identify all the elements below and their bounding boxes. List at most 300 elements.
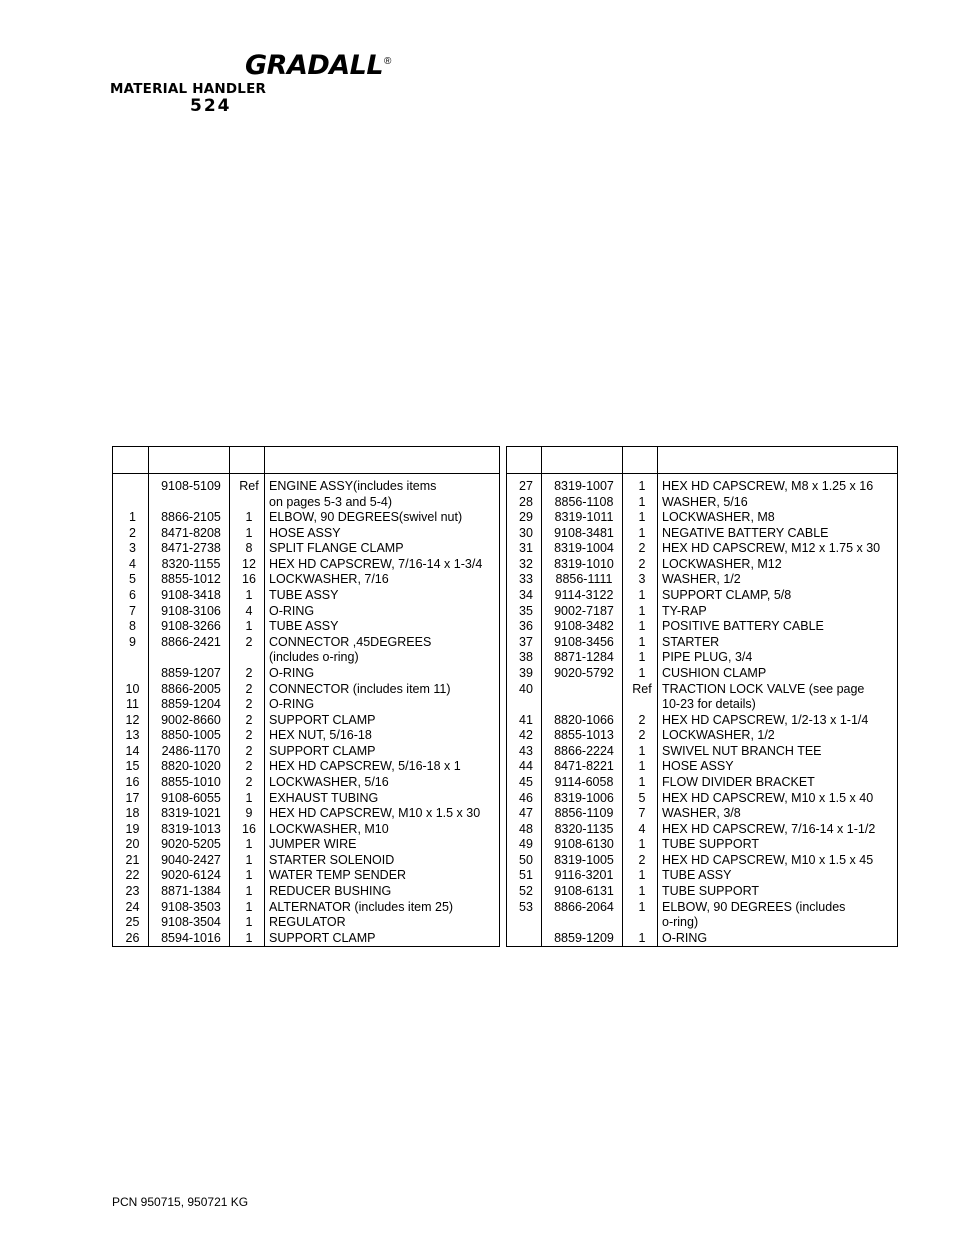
parts-table-left-body xyxy=(113,474,500,947)
part-number: 8866-2224 xyxy=(542,744,623,760)
description: STARTER xyxy=(658,635,898,651)
header-cell-item xyxy=(507,447,542,474)
table-row xyxy=(113,604,500,620)
quantity: 2 xyxy=(623,713,658,729)
table-row xyxy=(507,837,898,853)
description: O-RING xyxy=(658,931,898,947)
item-number: 36 xyxy=(507,619,542,635)
quantity: 1 xyxy=(230,791,265,807)
quantity: 1 xyxy=(230,619,265,635)
description: HEX HD CAPSCREW, M10 x 1.5 x 30 xyxy=(265,806,500,822)
item-number: 19 xyxy=(113,822,149,838)
table-row xyxy=(507,868,898,884)
item-number: 44 xyxy=(507,759,542,775)
table-row xyxy=(113,728,500,744)
quantity: 12 xyxy=(230,557,265,573)
part-number: 8319-1004 xyxy=(542,541,623,557)
table-row xyxy=(507,557,898,573)
description: HEX HD CAPSCREW, 7/16-14 x 1-3/4 xyxy=(265,557,500,573)
brand-name: GRADALL xyxy=(245,50,384,81)
table-row xyxy=(113,682,500,698)
item-number: 35 xyxy=(507,604,542,620)
table-row xyxy=(113,713,500,729)
table-row xyxy=(113,541,500,557)
table-row xyxy=(113,853,500,869)
description: O-RING xyxy=(265,666,500,682)
part-number: 8855-1013 xyxy=(542,728,623,744)
table-row xyxy=(113,495,500,511)
part-number: 9114-6058 xyxy=(542,775,623,791)
item-number: 41 xyxy=(507,713,542,729)
quantity: 2 xyxy=(230,697,265,713)
item-number: 30 xyxy=(507,526,542,542)
table-row xyxy=(113,526,500,542)
parts-table-right xyxy=(506,446,898,947)
quantity: 1 xyxy=(623,619,658,635)
item-number: 47 xyxy=(507,806,542,822)
table-row xyxy=(507,759,898,775)
quantity: 2 xyxy=(230,759,265,775)
item-number: 22 xyxy=(113,868,149,884)
part-number: 9108-3503 xyxy=(149,900,230,916)
description: LOCKWASHER, M8 xyxy=(658,510,898,526)
table-row xyxy=(507,822,898,838)
table-row xyxy=(113,775,500,791)
part-number: 8319-1006 xyxy=(542,791,623,807)
table-header-row xyxy=(113,447,500,474)
description: on pages 5-3 and 5-4) xyxy=(265,495,500,511)
quantity: 8 xyxy=(230,541,265,557)
item-number xyxy=(507,931,542,947)
table-row xyxy=(507,474,898,495)
table-row xyxy=(507,666,898,682)
part-number: 8319-1010 xyxy=(542,557,623,573)
part-number: 8866-2064 xyxy=(542,900,623,916)
part-number: 8471-8221 xyxy=(542,759,623,775)
table-row xyxy=(113,666,500,682)
quantity: 1 xyxy=(623,650,658,666)
description: WASHER, 5/16 xyxy=(658,495,898,511)
header-cell-part xyxy=(149,447,230,474)
quantity: 1 xyxy=(230,837,265,853)
header-cell-description xyxy=(658,447,898,474)
description: SPLIT FLANGE CLAMP xyxy=(265,541,500,557)
table-row xyxy=(507,728,898,744)
item-number: 39 xyxy=(507,666,542,682)
item-number: 8 xyxy=(113,619,149,635)
part-number: 8856-1108 xyxy=(542,495,623,511)
description: o-ring) xyxy=(658,915,898,931)
description: (includes o-ring) xyxy=(265,650,500,666)
table-row xyxy=(507,806,898,822)
table-row xyxy=(113,744,500,760)
description: ELBOW, 90 DEGREES(swivel nut) xyxy=(265,510,500,526)
part-number xyxy=(149,650,230,666)
item-number: 4 xyxy=(113,557,149,573)
header-cell-qty xyxy=(623,447,658,474)
part-number: 9108-3482 xyxy=(542,619,623,635)
quantity: 1 xyxy=(623,495,658,511)
table-row xyxy=(113,884,500,900)
description: HEX HD CAPSCREW, M12 x 1.75 x 30 xyxy=(658,541,898,557)
description: JUMPER WIRE xyxy=(265,837,500,853)
quantity: 1 xyxy=(230,526,265,542)
quantity: Ref xyxy=(230,474,265,495)
part-number: 8866-2105 xyxy=(149,510,230,526)
part-number: 8471-2738 xyxy=(149,541,230,557)
item-number: 6 xyxy=(113,588,149,604)
item-number: 43 xyxy=(507,744,542,760)
item-number: 37 xyxy=(507,635,542,651)
table-row xyxy=(113,572,500,588)
header-cell-description xyxy=(265,447,500,474)
description: LOCKWASHER, 1/2 xyxy=(658,728,898,744)
description: HEX HD CAPSCREW, 1/2-13 x 1-1/4 xyxy=(658,713,898,729)
part-number: 9108-3418 xyxy=(149,588,230,604)
quantity xyxy=(623,915,658,931)
description: TRACTION LOCK VALVE (see page xyxy=(658,682,898,698)
quantity: 1 xyxy=(623,931,658,947)
item-number xyxy=(113,650,149,666)
description: HEX HD CAPSCREW, M8 x 1.25 x 16 xyxy=(658,474,898,495)
description: TUBE SUPPORT xyxy=(658,884,898,900)
item-number: 49 xyxy=(507,837,542,853)
quantity: 2 xyxy=(230,666,265,682)
description: HEX HD CAPSCREW, 5/16-18 x 1 xyxy=(265,759,500,775)
table-row xyxy=(507,526,898,542)
table-header-row xyxy=(507,447,898,474)
part-number: 8856-1109 xyxy=(542,806,623,822)
table-row xyxy=(507,619,898,635)
description: HOSE ASSY xyxy=(658,759,898,775)
item-number: 52 xyxy=(507,884,542,900)
quantity: 2 xyxy=(623,557,658,573)
table-row xyxy=(113,759,500,775)
part-number: 8855-1012 xyxy=(149,572,230,588)
part-number: 8471-8208 xyxy=(149,526,230,542)
table-row xyxy=(507,884,898,900)
table-row xyxy=(507,495,898,511)
item-number xyxy=(113,495,149,511)
part-number: 8820-1020 xyxy=(149,759,230,775)
part-number: 9108-3504 xyxy=(149,915,230,931)
item-number: 21 xyxy=(113,853,149,869)
quantity: 1 xyxy=(623,666,658,682)
item-number: 3 xyxy=(113,541,149,557)
item-number: 45 xyxy=(507,775,542,791)
quantity: 1 xyxy=(230,884,265,900)
quantity: 1 xyxy=(623,837,658,853)
quantity xyxy=(230,650,265,666)
part-number: 9108-6131 xyxy=(542,884,623,900)
description: HEX HD CAPSCREW, M10 x 1.5 x 40 xyxy=(658,791,898,807)
item-number: 7 xyxy=(113,604,149,620)
item-number xyxy=(113,666,149,682)
item-number: 18 xyxy=(113,806,149,822)
part-number: 8866-2421 xyxy=(149,635,230,651)
quantity: 1 xyxy=(623,510,658,526)
description: 10-23 for details) xyxy=(658,697,898,713)
description: TUBE ASSY xyxy=(265,588,500,604)
description: O-RING xyxy=(265,697,500,713)
description: TUBE SUPPORT xyxy=(658,837,898,853)
part-number: 9020-5205 xyxy=(149,837,230,853)
part-number xyxy=(542,915,623,931)
part-number xyxy=(149,495,230,511)
item-number: 34 xyxy=(507,588,542,604)
item-number: 40 xyxy=(507,682,542,698)
table-row xyxy=(113,931,500,947)
quantity: 1 xyxy=(230,853,265,869)
description: POSITIVE BATTERY CABLE xyxy=(658,619,898,635)
part-number xyxy=(542,682,623,698)
item-number xyxy=(507,915,542,931)
part-number: 9002-7187 xyxy=(542,604,623,620)
item-number: 5 xyxy=(113,572,149,588)
table-row xyxy=(113,510,500,526)
description: LOCKWASHER, M12 xyxy=(658,557,898,573)
part-number: 9108-3456 xyxy=(542,635,623,651)
table-row xyxy=(113,697,500,713)
table-row xyxy=(507,744,898,760)
quantity: 4 xyxy=(623,822,658,838)
part-number: 9108-5109 xyxy=(149,474,230,495)
description: WASHER, 3/8 xyxy=(658,806,898,822)
description: WASHER, 1/2 xyxy=(658,572,898,588)
item-number: 15 xyxy=(113,759,149,775)
quantity: 5 xyxy=(623,791,658,807)
part-number xyxy=(542,697,623,713)
description: ELBOW, 90 DEGREES (includes xyxy=(658,900,898,916)
quantity: 2 xyxy=(230,713,265,729)
quantity: 2 xyxy=(623,853,658,869)
part-number: 8859-1207 xyxy=(149,666,230,682)
description: CONNECTOR (includes item 11) xyxy=(265,682,500,698)
quantity: 1 xyxy=(623,868,658,884)
header-cell-part xyxy=(542,447,623,474)
part-number: 8319-1005 xyxy=(542,853,623,869)
description: SUPPORT CLAMP, 5/8 xyxy=(658,588,898,604)
item-number: 17 xyxy=(113,791,149,807)
description: ALTERNATOR (includes item 25) xyxy=(265,900,500,916)
item-number xyxy=(507,697,542,713)
table-row xyxy=(113,915,500,931)
part-number: 9108-3481 xyxy=(542,526,623,542)
part-number: 9108-6055 xyxy=(149,791,230,807)
description: PIPE PLUG, 3/4 xyxy=(658,650,898,666)
table-row xyxy=(507,588,898,604)
quantity: 2 xyxy=(230,635,265,651)
part-number: 9116-3201 xyxy=(542,868,623,884)
item-number: 23 xyxy=(113,884,149,900)
quantity xyxy=(230,495,265,511)
item-number: 48 xyxy=(507,822,542,838)
part-number: 8871-1384 xyxy=(149,884,230,900)
table-row xyxy=(113,650,500,666)
header-cell-item xyxy=(113,447,149,474)
parts-table-left xyxy=(112,446,500,947)
part-number: 8859-1204 xyxy=(149,697,230,713)
description: LOCKWASHER, 5/16 xyxy=(265,775,500,791)
table-row xyxy=(507,915,898,931)
item-number: 10 xyxy=(113,682,149,698)
quantity: 1 xyxy=(623,884,658,900)
item-number: 42 xyxy=(507,728,542,744)
description: REGULATOR xyxy=(265,915,500,931)
table-row xyxy=(507,635,898,651)
table-row xyxy=(507,713,898,729)
table-row xyxy=(507,604,898,620)
item-number: 27 xyxy=(507,474,542,495)
table-row xyxy=(113,837,500,853)
description: HEX NUT, 5/16-18 xyxy=(265,728,500,744)
quantity: 1 xyxy=(623,900,658,916)
quantity: 1 xyxy=(230,915,265,931)
quantity: 1 xyxy=(623,474,658,495)
description: SUPPORT CLAMP xyxy=(265,713,500,729)
item-number: 13 xyxy=(113,728,149,744)
item-number: 25 xyxy=(113,915,149,931)
table-row xyxy=(507,931,898,947)
part-number: 8866-2005 xyxy=(149,682,230,698)
quantity: 9 xyxy=(230,806,265,822)
description: CONNECTOR ,45DEGREES xyxy=(265,635,500,651)
part-number: 8871-1284 xyxy=(542,650,623,666)
part-number: 8856-1111 xyxy=(542,572,623,588)
description: HEX HD CAPSCREW, M10 x 1.5 x 45 xyxy=(658,853,898,869)
quantity: 2 xyxy=(230,775,265,791)
description: LOCKWASHER, M10 xyxy=(265,822,500,838)
description: WATER TEMP SENDER xyxy=(265,868,500,884)
quantity: 16 xyxy=(230,822,265,838)
part-number: 9108-6130 xyxy=(542,837,623,853)
description: FLOW DIVIDER BRACKET xyxy=(658,775,898,791)
item-number: 20 xyxy=(113,837,149,853)
quantity: 2 xyxy=(230,682,265,698)
quantity: 1 xyxy=(623,759,658,775)
quantity: 1 xyxy=(230,510,265,526)
part-number: 9108-3106 xyxy=(149,604,230,620)
registered-mark: ® xyxy=(384,56,392,67)
table-row xyxy=(113,822,500,838)
part-number: 9020-6124 xyxy=(149,868,230,884)
pcn-footer: PCN 950715, 950721 KG xyxy=(112,1195,249,1209)
item-number xyxy=(113,474,149,495)
quantity: 2 xyxy=(230,744,265,760)
quantity: 1 xyxy=(623,526,658,542)
item-number: 29 xyxy=(507,510,542,526)
item-number: 12 xyxy=(113,713,149,729)
description: HOSE ASSY xyxy=(265,526,500,542)
product-line: MATERIAL HANDLER xyxy=(110,81,267,97)
item-number: 24 xyxy=(113,900,149,916)
table-row xyxy=(113,791,500,807)
description: SWIVEL NUT BRANCH TEE xyxy=(658,744,898,760)
description: TUBE ASSY xyxy=(658,868,898,884)
quantity: 1 xyxy=(623,588,658,604)
quantity: 1 xyxy=(623,635,658,651)
item-number: 26 xyxy=(113,931,149,947)
quantity: 1 xyxy=(230,868,265,884)
item-number: 51 xyxy=(507,868,542,884)
description: ENGINE ASSY(includes items xyxy=(265,474,500,495)
description: TY-RAP xyxy=(658,604,898,620)
quantity: Ref xyxy=(623,682,658,698)
item-number: 33 xyxy=(507,572,542,588)
table-row xyxy=(113,806,500,822)
table-row xyxy=(507,572,898,588)
part-number: 8820-1066 xyxy=(542,713,623,729)
table-row xyxy=(507,541,898,557)
part-number: 8319-1011 xyxy=(542,510,623,526)
description: SUPPORT CLAMP xyxy=(265,744,500,760)
table-row xyxy=(113,900,500,916)
item-number: 14 xyxy=(113,744,149,760)
quantity: 16 xyxy=(230,572,265,588)
part-number: 9040-2427 xyxy=(149,853,230,869)
table-row xyxy=(507,697,898,713)
part-number: 9020-5792 xyxy=(542,666,623,682)
description: O-RING xyxy=(265,604,500,620)
table-row xyxy=(113,868,500,884)
part-number: 2486-1170 xyxy=(149,744,230,760)
part-number: 8855-1010 xyxy=(149,775,230,791)
description: SUPPORT CLAMP xyxy=(265,931,500,947)
item-number: 1 xyxy=(113,510,149,526)
part-number: 8319-1013 xyxy=(149,822,230,838)
quantity xyxy=(623,697,658,713)
header-cell-qty xyxy=(230,447,265,474)
quantity: 1 xyxy=(230,900,265,916)
table-row xyxy=(113,474,500,495)
table-row xyxy=(113,619,500,635)
description: REDUCER BUSHING xyxy=(265,884,500,900)
item-number: 2 xyxy=(113,526,149,542)
quantity: 2 xyxy=(623,541,658,557)
quantity: 2 xyxy=(623,728,658,744)
table-row xyxy=(507,900,898,916)
table-row xyxy=(507,682,898,698)
description: STARTER SOLENOID xyxy=(265,853,500,869)
quantity: 3 xyxy=(623,572,658,588)
quantity: 1 xyxy=(623,604,658,620)
parts-table-right-body xyxy=(507,474,898,947)
item-number: 32 xyxy=(507,557,542,573)
quantity: 2 xyxy=(230,728,265,744)
table-row xyxy=(507,853,898,869)
quantity: 1 xyxy=(230,931,265,947)
part-number: 8320-1135 xyxy=(542,822,623,838)
part-number: 9114-3122 xyxy=(542,588,623,604)
quantity: 1 xyxy=(623,744,658,760)
part-number: 9002-8660 xyxy=(149,713,230,729)
table-row xyxy=(507,775,898,791)
description: EXHAUST TUBING xyxy=(265,791,500,807)
part-number: 8594-1016 xyxy=(149,931,230,947)
description: CUSHION CLAMP xyxy=(658,666,898,682)
item-number: 16 xyxy=(113,775,149,791)
part-number: 8319-1007 xyxy=(542,474,623,495)
part-number: 9108-3266 xyxy=(149,619,230,635)
item-number: 11 xyxy=(113,697,149,713)
part-number: 8320-1155 xyxy=(149,557,230,573)
item-number: 53 xyxy=(507,900,542,916)
table-row xyxy=(113,588,500,604)
item-number: 28 xyxy=(507,495,542,511)
part-number: 8319-1021 xyxy=(149,806,230,822)
item-number: 46 xyxy=(507,791,542,807)
description: HEX HD CAPSCREW, 7/16-14 x 1-1/2 xyxy=(658,822,898,838)
